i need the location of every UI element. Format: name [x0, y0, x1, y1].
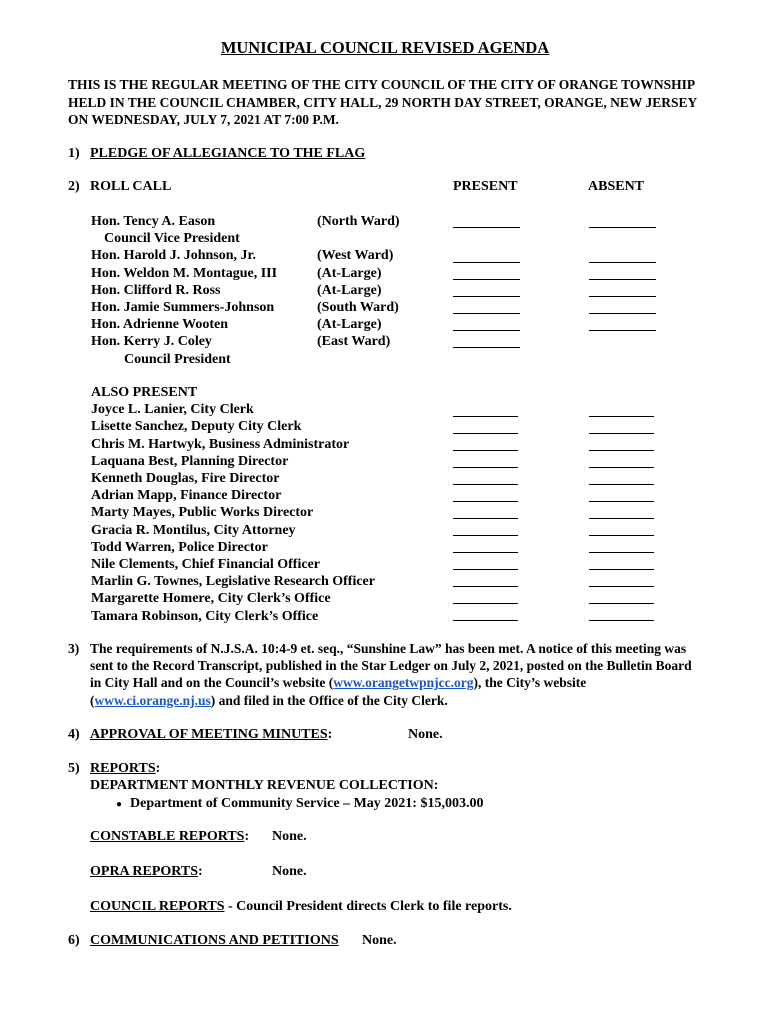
staff-entry: Chris M. Hartwyk, Business Administrator	[91, 436, 350, 452]
opra-reports-value: None.	[272, 864, 307, 879]
section-reports	[68, 761, 160, 777]
council-member-name: Hon. Jamie Summers-Johnson	[91, 300, 275, 316]
present-blank-line	[453, 262, 520, 263]
heading-colon: :	[155, 761, 161, 776]
approval-minutes-value: None.	[408, 727, 443, 742]
opra-reports-label: OPRA REPORTS	[90, 864, 199, 879]
present-blank-line	[453, 518, 518, 519]
council-website-link[interactable]: www.orangetwpnjcc.org	[333, 675, 474, 691]
staff-entry: Kenneth Douglas, Fire Director	[91, 471, 280, 487]
staff-entry: Tamara Robinson, City Clerk’s Office	[91, 608, 319, 624]
council-member-name: Hon. Weldon M. Montague, III	[91, 265, 278, 281]
council-member-ward: (East Ward)	[317, 334, 391, 350]
absent-blank-line	[589, 262, 656, 263]
staff-entry: Joyce L. Lanier, City Clerk	[91, 402, 254, 418]
present-blank-line	[453, 347, 520, 348]
absent-blank-line	[589, 416, 654, 417]
absent-blank-line	[589, 586, 654, 587]
absent-blank-line	[589, 535, 654, 536]
council-member-name: Hon. Adrienne Wooten	[91, 317, 229, 333]
sunshine-text: The requirements of N.J.S.A. 10:4-9 et. seq., “Sunshine Law” has been met. A notice of this meeting was sent to the Record Transcript, published in the Star Ledger on July 2, 2021, posted on the Bulletin Board in City Hall and on the Council’s website (	[90, 641, 692, 691]
staff-entry: Margarette Homere, City Clerk’s Office	[91, 591, 331, 607]
council-member-name: Hon. Tency A. Eason	[91, 214, 216, 229]
council-member-ward: (At-Large)	[317, 265, 382, 281]
absent-blank-line	[589, 279, 656, 280]
present-blank-line	[453, 313, 520, 314]
absent-blank-line	[589, 501, 654, 502]
present-column-header: PRESENT	[453, 179, 518, 194]
constable-reports-label: CONSTABLE REPORTS	[90, 829, 245, 844]
absent-blank-line	[589, 450, 654, 451]
staff-entry: Lisette Sanchez, Deputy City Clerk	[91, 419, 302, 435]
revenue-item-text: Department of Community Service – May 2021: $15,003.00	[130, 796, 484, 811]
section-roll-call	[68, 179, 171, 195]
section-number: 5)	[68, 761, 80, 776]
staff-entry: Todd Warren, Police Director	[91, 539, 268, 555]
page-title: MUNICIPAL COUNCIL REVISED AGENDA	[220, 38, 550, 57]
absent-blank-line	[589, 518, 654, 519]
present-blank-line	[453, 620, 518, 621]
council-member-name: Hon. Harold J. Johnson, Jr.	[91, 248, 256, 264]
present-blank-line	[453, 433, 518, 434]
council-member-ward: (At-Large)	[317, 317, 382, 333]
heading-colon: :	[244, 829, 250, 844]
staff-entry: Marlin G. Townes, Legislative Research Officer	[91, 574, 375, 590]
council-member-title: Council President	[124, 351, 231, 367]
absent-blank-line	[589, 467, 654, 468]
section-heading: REPORTS	[90, 761, 156, 776]
section-number: 2)	[68, 179, 80, 194]
council-member-name: Hon. Clifford R. Ross	[91, 282, 221, 298]
present-blank-line	[453, 484, 518, 485]
present-blank-line	[453, 603, 518, 604]
staff-entry: Nile Clements, Chief Financial Officer	[91, 557, 321, 573]
section-pledge	[68, 146, 365, 162]
also-present-list	[91, 384, 375, 625]
council-ward-list	[317, 213, 400, 351]
section-number: 6)	[68, 933, 80, 948]
staff-entry: Laquana Best, Planning Director	[91, 453, 289, 469]
present-blank-line	[453, 552, 518, 553]
absent-blank-line	[589, 330, 656, 331]
council-member-ward: (At-Large)	[317, 282, 382, 298]
staff-entry: Marty Mayes, Public Works Director	[91, 505, 314, 521]
city-website-link[interactable]: www.ci.orange.nj.us	[94, 692, 211, 708]
council-member-name: Hon. Kerry J. Coley	[91, 334, 212, 350]
sunshine-text: ) and filed in the Office of the City Clerk.	[210, 692, 448, 708]
section-heading: PLEDGE OF ALLEGIANCE TO THE FLAG	[90, 146, 366, 161]
staff-entry: Gracia R. Montilus, City Attorney	[91, 522, 296, 538]
absent-blank-line	[589, 603, 654, 604]
section-heading: COMMUNICATIONS AND PETITIONS	[90, 933, 339, 948]
present-blank-line	[453, 416, 518, 417]
council-reports-label: COUNCIL REPORTS	[90, 899, 225, 914]
absent-blank-line	[589, 569, 654, 570]
also-present-heading: ALSO PRESENT	[91, 385, 198, 400]
present-blank-line	[453, 330, 520, 331]
council-member-ward: (South Ward)	[317, 300, 399, 316]
present-blank-line	[453, 450, 518, 451]
revenue-heading: DEPARTMENT MONTHLY REVENUE COLLECTION:	[90, 778, 439, 793]
present-blank-line	[453, 467, 518, 468]
present-blank-line	[453, 569, 518, 570]
section-number: 4)	[68, 727, 80, 742]
constable-reports	[90, 829, 249, 845]
absent-blank-line	[589, 296, 656, 297]
present-blank-line	[453, 586, 518, 587]
communications-value: None.	[362, 933, 397, 948]
absent-blank-line	[589, 433, 654, 434]
sunshine-text: ), the City’s website (	[90, 675, 587, 708]
bullet-icon: ●	[115, 799, 123, 810]
section-number: 3)	[68, 641, 80, 656]
constable-reports-value: None.	[272, 829, 307, 844]
heading-colon: :	[198, 864, 203, 879]
council-member-ward: (North Ward)	[317, 214, 400, 229]
section-communications	[68, 933, 339, 949]
revenue-item	[108, 796, 483, 812]
section-approval-minutes	[68, 727, 332, 743]
present-blank-line	[453, 296, 520, 297]
absent-blank-line	[589, 552, 654, 553]
present-blank-line	[453, 535, 518, 536]
absent-blank-line	[589, 227, 656, 228]
section-heading: ROLL CALL	[90, 179, 172, 194]
council-member-ward: (West Ward)	[317, 248, 394, 264]
absent-column-header: ABSENT	[588, 179, 645, 194]
absent-blank-line	[589, 620, 654, 621]
absent-blank-line	[589, 484, 654, 485]
section-heading: APPROVAL OF MEETING MINUTES	[90, 727, 328, 742]
section-number: 1)	[68, 146, 80, 161]
heading-colon: :	[327, 727, 333, 742]
meeting-intro: THIS IS THE REGULAR MEETING OF THE CITY COUNCIL OF THE CITY OF ORANGE TOWNSHIP HELD IN THE COUNCIL CHAMBER, CITY HALL, 29 NORTH DAY STREET, ORANGE, NEW JERSEY ON WEDNESDAY, JULY 7, 2021 AT 7:00 P.M.	[68, 77, 697, 127]
opra-reports	[90, 864, 203, 880]
council-member-title: Council Vice President	[104, 231, 240, 247]
council-member-list	[91, 213, 277, 368]
absent-blank-line	[589, 313, 656, 314]
present-blank-line	[453, 279, 520, 280]
council-reports	[90, 899, 512, 915]
council-reports-text: - Council President directs Clerk to file reports.	[224, 899, 512, 914]
present-blank-line	[453, 227, 520, 228]
present-blank-line	[453, 501, 518, 502]
staff-entry: Adrian Mapp, Finance Director	[91, 488, 282, 504]
